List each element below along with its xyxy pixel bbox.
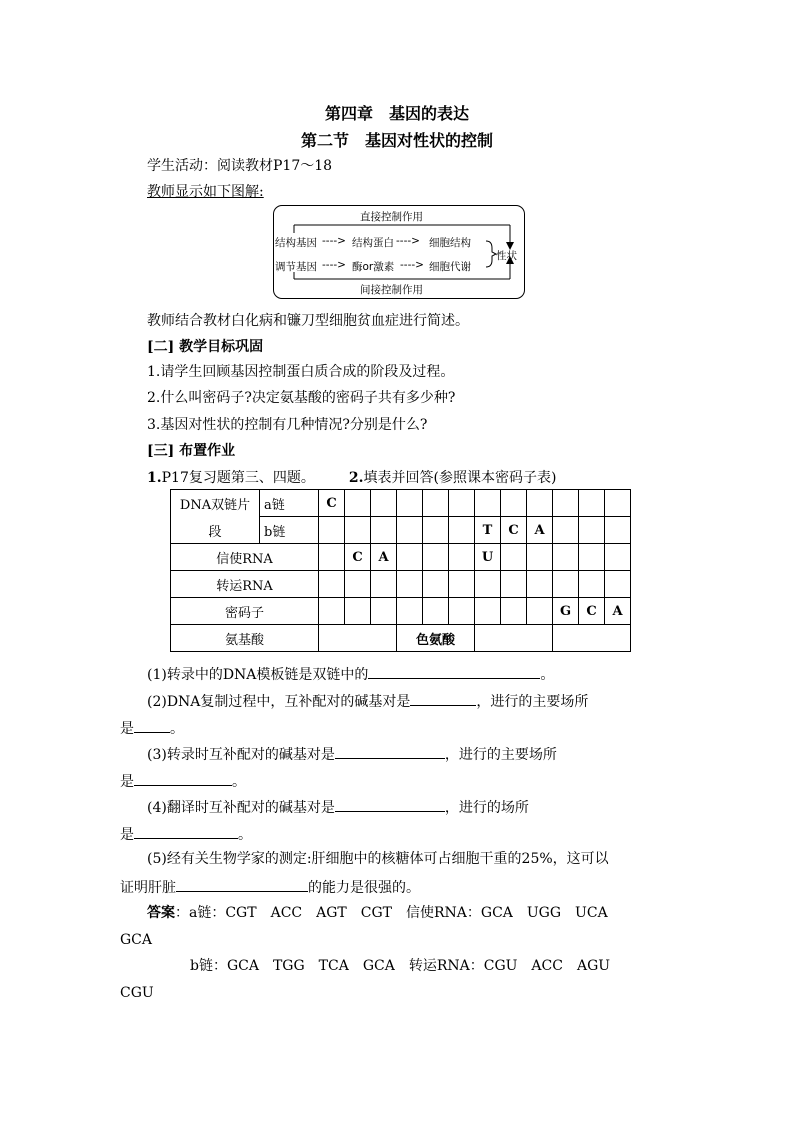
b-cell[interactable]	[553, 517, 579, 544]
codon-cell[interactable]	[475, 598, 501, 625]
section-title: 第二节 基因对性状的控制	[300, 131, 493, 150]
table-row	[171, 571, 631, 598]
question-1: 1.请学生回顾基因控制蛋白质合成的阶段及过程。	[147, 364, 455, 380]
fill-4-end: 。	[238, 827, 252, 843]
hw-part1-text: P17复习题第三、四题。	[161, 470, 315, 486]
trna-cell[interactable]	[553, 571, 579, 598]
amino-cell[interactable]	[319, 625, 397, 652]
a-cell[interactable]	[449, 490, 475, 517]
fill-4-text: (4)翻译时互补配对的碱基对是	[147, 800, 335, 816]
a-cell[interactable]	[605, 490, 631, 517]
amino-cell[interactable]: 色氨酸	[397, 625, 475, 652]
dna-label-cell	[171, 490, 260, 544]
blank-1[interactable]	[368, 664, 540, 679]
mrna-cell[interactable]	[449, 544, 475, 571]
b-chain-label: b链	[260, 517, 319, 544]
mrna-cell[interactable]	[605, 544, 631, 571]
dna-label-b: 段	[208, 524, 222, 540]
hw-part2-num: 2.	[348, 470, 364, 486]
blank-4b[interactable]	[134, 824, 238, 839]
blank-3a[interactable]	[335, 744, 445, 759]
regulatory-gene: 调节基因	[275, 261, 317, 273]
answer-label: 答案	[147, 905, 175, 921]
fill-2-text-b: ，进行的主要场所	[476, 694, 589, 710]
answer-text-1: ：a链：CGT ACC AGT CGT 信使RNA：GCA UGG UCA	[175, 905, 608, 921]
b-cell[interactable]	[449, 517, 475, 544]
fill-3-cont	[120, 771, 246, 791]
hw-part1-num: 1.	[147, 470, 162, 486]
codon-cell[interactable]	[449, 598, 475, 625]
b-cell[interactable]: T	[475, 517, 501, 544]
blank-3b[interactable]	[134, 771, 232, 786]
section2-heading: [二] 教学目标巩固	[147, 339, 264, 355]
fill-4	[147, 797, 529, 817]
codon-label: 密码子	[171, 598, 319, 625]
a-cell[interactable]	[397, 490, 423, 517]
trna-label: 转运RNA	[171, 571, 319, 598]
table-row	[171, 598, 631, 625]
direct-control-label: 直接控制作用	[360, 211, 423, 223]
fill-5-text-b: 证明肝脏	[120, 880, 176, 896]
answer-line-3: b链：GCA TGG TCA GCA 转运RNA：CGU ACC AGU	[190, 958, 611, 974]
question-2: 2.什么叫密码子?决定氨基酸的密码子共有多少种?	[147, 390, 456, 406]
b-cell[interactable]	[319, 517, 345, 544]
codon-cell[interactable]	[397, 598, 423, 625]
trna-cell[interactable]	[579, 571, 605, 598]
codon-cell[interactable]: A	[605, 598, 631, 625]
hw-part2-text: 填表并回答(参照课本密码子表)	[363, 470, 557, 486]
trna-cell[interactable]	[527, 571, 553, 598]
amino-cell[interactable]	[475, 625, 553, 652]
fill-3-text-c: 是	[120, 774, 134, 790]
fill-4-cont	[120, 824, 252, 844]
a-cell[interactable]	[527, 490, 553, 517]
a-cell[interactable]	[553, 490, 579, 517]
mrna-label: 信使RNA	[171, 544, 319, 571]
trna-cell[interactable]	[501, 571, 527, 598]
codon-cell[interactable]	[371, 598, 397, 625]
cell-metabolism: 细胞代谢	[429, 261, 471, 273]
structural-gene: 结构基因	[275, 237, 317, 249]
fill-4-text-c: 是	[120, 827, 134, 843]
mrna-cell[interactable]	[579, 544, 605, 571]
mrna-cell[interactable]	[319, 544, 345, 571]
fill-5-text-c: 的能力是很强的。	[308, 880, 420, 896]
codon-cell[interactable]	[423, 598, 449, 625]
amino-label: 氨基酸	[171, 625, 319, 652]
blank-4a[interactable]	[335, 797, 445, 812]
fill-2-text: (2)DNA复制过程中，互补配对的碱基对是	[147, 694, 411, 710]
a-cell[interactable]: C	[319, 490, 345, 517]
amino-cell[interactable]	[553, 625, 631, 652]
codon-cell[interactable]: C	[579, 598, 605, 625]
fill-2-end: 。	[170, 721, 184, 737]
codon-cell[interactable]	[345, 598, 371, 625]
mrna-cell[interactable]	[423, 544, 449, 571]
answer-line-4: CGU	[120, 985, 154, 1001]
trna-cell[interactable]	[345, 571, 371, 598]
a-cell[interactable]	[423, 490, 449, 517]
activity-line: 学生活动：阅读教材P17～18	[147, 158, 333, 174]
table-row	[171, 625, 631, 652]
blank-2a[interactable]	[410, 691, 476, 706]
fill-3	[147, 744, 557, 764]
codon-cell[interactable]	[527, 598, 553, 625]
trait-label: 性状	[496, 250, 517, 262]
teacher-show-line: 教师显示如下图解:	[147, 184, 264, 200]
blank-2b[interactable]	[134, 718, 170, 733]
fill-5: (5)经有关生物学家的测定:肝细胞中的核糖体可占细胞干重的25%，这可以	[147, 851, 609, 867]
a-cell[interactable]	[475, 490, 501, 517]
trna-cell[interactable]	[319, 571, 345, 598]
trna-cell[interactable]	[475, 571, 501, 598]
arrow-3: ---->	[322, 259, 346, 271]
section3-heading: [三] 布置作业	[147, 443, 236, 459]
mrna-cell[interactable]: C	[345, 544, 371, 571]
blank-5[interactable]	[176, 877, 308, 892]
structural-protein: 结构蛋白	[352, 237, 394, 249]
trna-cell[interactable]	[397, 571, 423, 598]
a-cell[interactable]	[579, 490, 605, 517]
chapter-title: 第四章 基因的表达	[324, 104, 469, 123]
fill-3-end: 。	[232, 774, 246, 790]
fill-5-cont	[120, 877, 420, 897]
question-3: 3.基因对性状的控制有几种情况?分别是什么?	[147, 417, 428, 433]
codon-cell[interactable]	[319, 598, 345, 625]
b-cell[interactable]: C	[501, 517, 527, 544]
b-cell[interactable]	[397, 517, 423, 544]
b-cell[interactable]	[579, 517, 605, 544]
answer-line-2: GCA	[120, 932, 153, 948]
fill-4-text-b: ，进行的场所	[444, 800, 529, 816]
fill-1-end: 。	[540, 667, 555, 683]
codon-cell[interactable]	[501, 598, 527, 625]
fill-1	[147, 664, 554, 684]
a-cell[interactable]	[371, 490, 397, 517]
mrna-cell[interactable]: A	[371, 544, 397, 571]
indirect-control-label: 间接控制作用	[360, 284, 423, 296]
a-cell[interactable]	[345, 490, 371, 517]
a-chain-label: a链	[260, 490, 319, 517]
dna-label-a: DNA双链片	[179, 497, 251, 513]
teacher-note: 教师结合教材白化病和镰刀型细胞贫血症进行简述。	[147, 313, 469, 329]
trna-cell[interactable]	[449, 571, 475, 598]
mrna-cell[interactable]	[553, 544, 579, 571]
homework-line	[147, 469, 556, 487]
trna-cell[interactable]	[371, 571, 397, 598]
arrow-1: ---->	[322, 235, 346, 247]
fill-2	[147, 691, 588, 711]
b-cell[interactable]	[345, 517, 371, 544]
enzyme-or-hormone: 酶or激素	[352, 261, 395, 273]
codon-table	[170, 489, 631, 652]
fill-2-text-c: 是	[120, 721, 134, 737]
a-cell[interactable]	[501, 490, 527, 517]
gene-control-diagram	[273, 205, 525, 299]
trna-cell[interactable]	[605, 571, 631, 598]
arrow-2: ---->	[396, 235, 420, 247]
b-cell[interactable]	[605, 517, 631, 544]
table-row	[171, 544, 631, 571]
trna-cell[interactable]	[423, 571, 449, 598]
table-row	[171, 490, 631, 517]
cell-structure: 细胞结构	[429, 237, 471, 249]
arrow-4: ---->	[400, 259, 424, 271]
codon-cell[interactable]: G	[553, 598, 579, 625]
fill-1-text: (1)转录中的DNA模板链是双链中的	[147, 667, 369, 683]
mrna-cell[interactable]	[501, 544, 527, 571]
mrna-cell[interactable]	[397, 544, 423, 571]
mrna-cell[interactable]: U	[475, 544, 501, 571]
b-cell[interactable]	[371, 517, 397, 544]
fill-2-cont	[120, 718, 184, 738]
fill-3-text: (3)转录时互补配对的碱基对是	[147, 747, 335, 763]
b-cell[interactable]: A	[527, 517, 553, 544]
mrna-cell[interactable]	[527, 544, 553, 571]
fill-3-text-b: ，进行的主要场所	[444, 747, 557, 763]
answer-line-1	[147, 904, 608, 922]
b-cell[interactable]	[423, 517, 449, 544]
